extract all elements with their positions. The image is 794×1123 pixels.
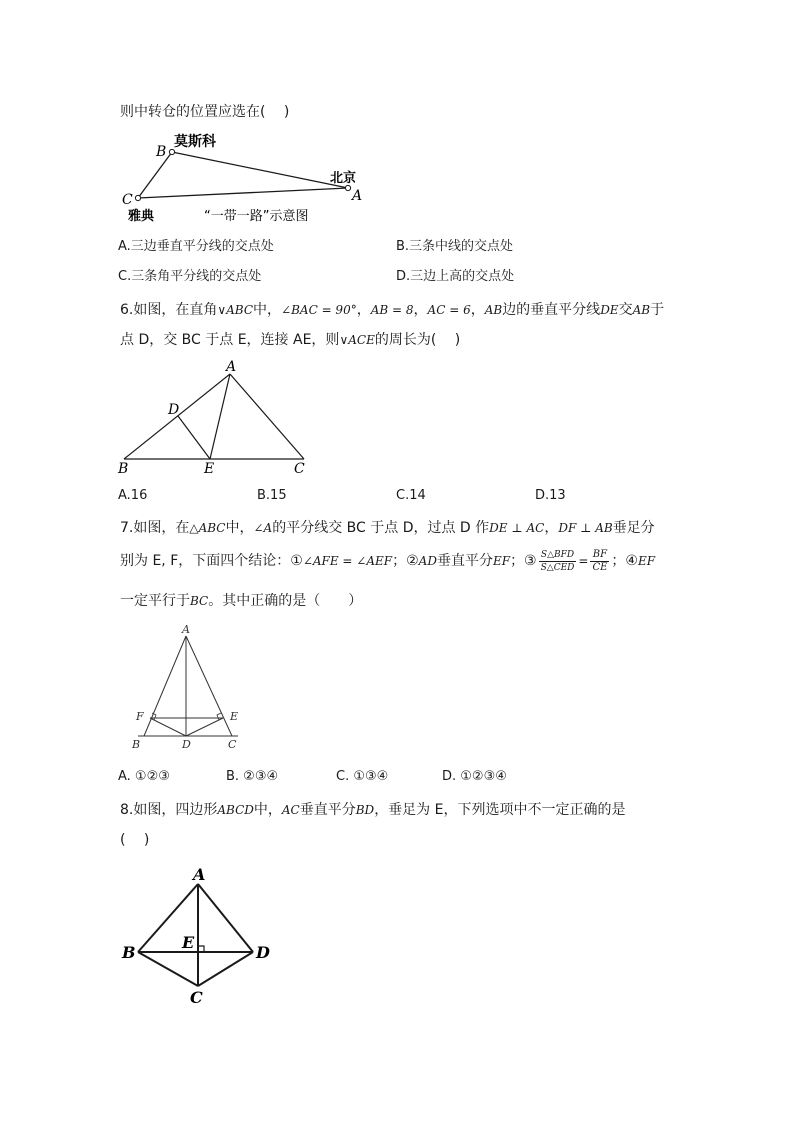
q6-option-c[interactable]: C.14 [396, 488, 426, 503]
q7-option-c[interactable]: C. ①③④ [336, 769, 389, 784]
q7-segment-ratio: $\frac{BF}{CE}$ [592, 548, 608, 573]
q7-area-ratio: $\frac{\text{S△BFD}}{\text{S△CED}}$ [540, 549, 575, 573]
q5-label-beijing: 北京 [330, 171, 357, 186]
q7-stem-line3: 一定平行于BC。其中正确的是（ ） [120, 593, 363, 609]
q6-triangle-figure [116, 356, 316, 476]
q7-triangle-figure [130, 622, 250, 752]
q6-label-C: C [294, 461, 305, 477]
q8-label-C: C [190, 988, 203, 1007]
q5-label-A: A [352, 188, 363, 204]
q7-label-A: A [182, 623, 190, 636]
q7-option-d[interactable]: D. ①②③④ [442, 769, 507, 784]
q7-label-D: D [182, 738, 191, 751]
q7-option-a[interactable]: A. ①②③ [118, 769, 170, 784]
q5-silk-road-figure [118, 128, 388, 228]
q7-label-B: B [132, 738, 141, 751]
q5-stem: 则中转仓的位置应选在( ) [120, 104, 290, 120]
q7-label-E: E [230, 710, 239, 723]
q8-stem-line2: ( ) [120, 832, 150, 848]
q6-stem-line2: 点 D，交 BC 于点 E，连接 AE，则∨ACE的周长为( ) [120, 332, 461, 348]
q6-label-D: D [168, 402, 180, 418]
q8-label-B: B [122, 943, 136, 962]
q6-option-d[interactable]: D.13 [535, 488, 566, 503]
q5-option-b[interactable]: B.三条中线的交点处 [396, 239, 514, 254]
q5-label-moscow: 莫斯科 [174, 134, 216, 150]
q6-label-A: A [226, 359, 237, 375]
q6-option-a[interactable]: A.16 [118, 488, 148, 503]
q6-option-b[interactable]: B.15 [257, 488, 287, 503]
q7-label-C: C [228, 738, 237, 751]
q8-quadrilateral-figure [118, 862, 288, 1012]
q5-label-C: C [122, 192, 133, 208]
q5-option-a[interactable]: A.三边垂直平分线的交点处 [118, 239, 274, 254]
q8-label-D: D [256, 943, 270, 962]
q5-option-c[interactable]: C.三条角平分线的交点处 [118, 269, 262, 284]
q5-label-B: B [156, 144, 167, 160]
q8-stem-line1: 8.如图，四边形ABCD中，AC垂直平分BD，垂足为 E，下列选项中不一定正确的是 [120, 802, 626, 818]
q5-label-athens: 雅典 [128, 209, 155, 224]
q6-label-B: B [118, 461, 129, 477]
q7-label-F: F [136, 710, 144, 723]
q8-label-E: E [182, 933, 195, 952]
q8-label-A: A [193, 865, 206, 884]
q6-stem-line1: 6.如图，在直角∨ABC中，∠BAC = 90°，AB = 8，AC = 6，AB边的垂直平分线DE交AB于 [120, 302, 665, 318]
q7-stem-line1: 7.如图，在△ABC中，∠A的平分线交 BC 于点 D，过点 D 作DE ⊥ AC，DF ⊥ AB垂足分 [120, 520, 655, 536]
q7-option-b[interactable]: B. ②③④ [226, 769, 279, 784]
q6-label-E: E [204, 461, 215, 477]
q7-stem-line2: 别为 E, F，下面四个结论：①∠AFE = ∠AEF；②AD垂直平分EF；③ $\frac{\text{S△BFD}}{\text{S△CED}}$ = $\frac{BF}{CE}$ ；④EF [120, 548, 656, 573]
q5-option-d[interactable]: D.三边上高的交点处 [396, 269, 515, 284]
q5-caption: “一带一路”示意图 [204, 209, 309, 224]
